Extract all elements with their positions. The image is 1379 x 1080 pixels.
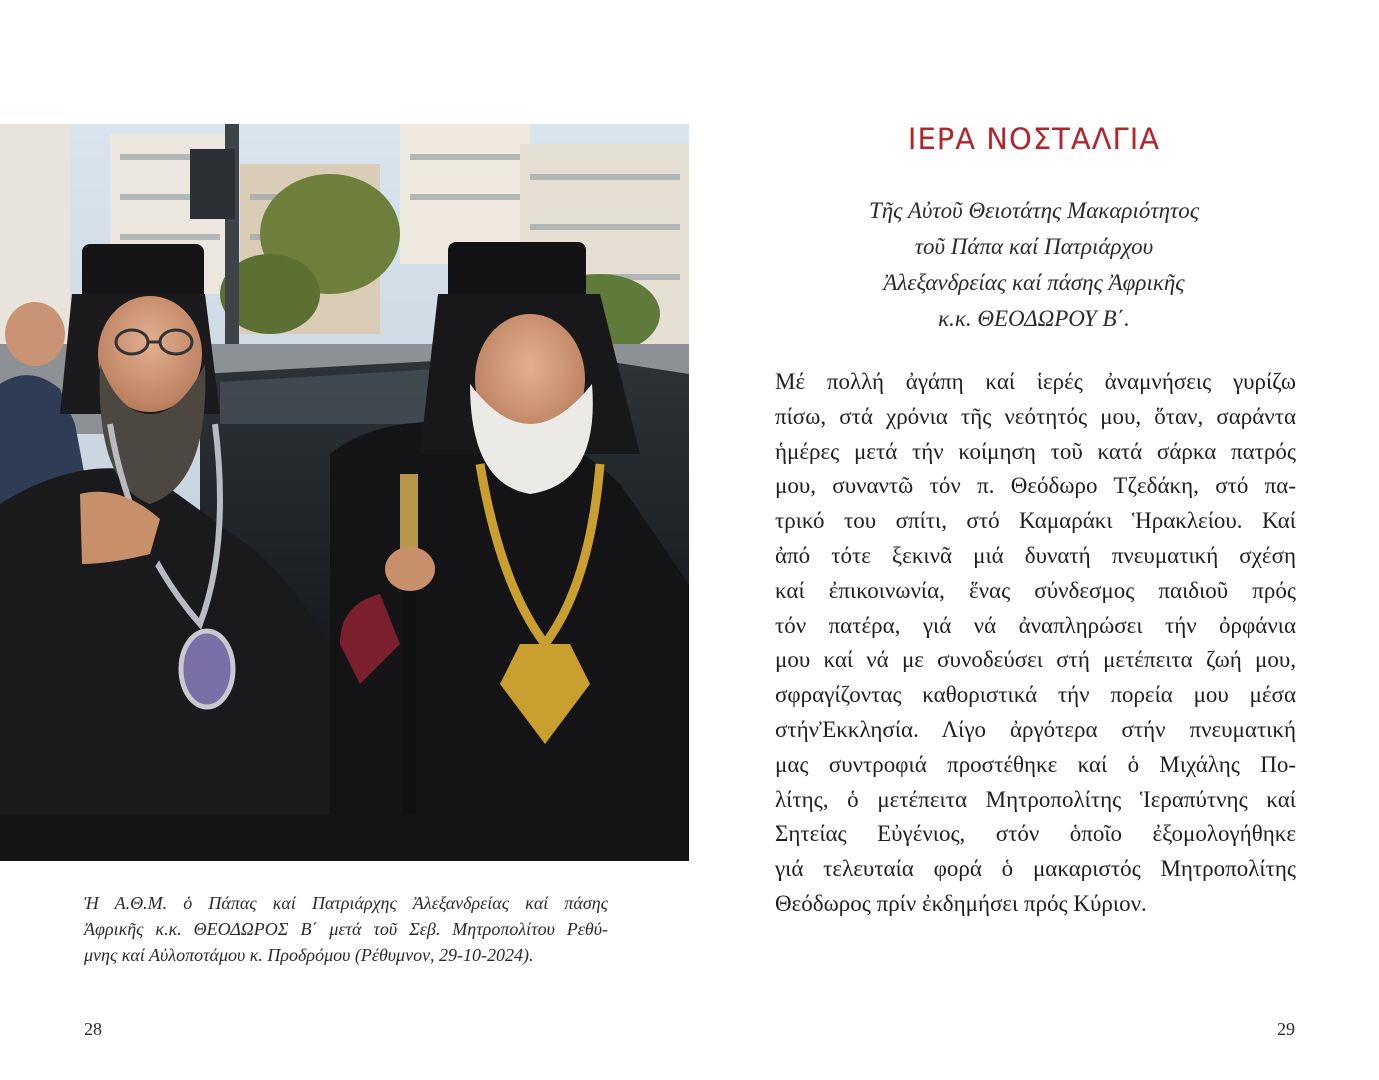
body-line: σφραγίζοντας καθοριστικά τήν πορεία μου μέσα: [775, 682, 1296, 708]
subtitle-line: Τῆς Αὐτοῦ Θειοτάτης Μακαριότητος: [868, 198, 1200, 223]
body-line: Θεόδωρος πρίν ἐκδημήσει πρός Κύριον.: [775, 890, 1147, 916]
body-line: ἡμέρες μετά τήν κοίμηση τοῦ κατά σάρκα πατρός: [775, 438, 1296, 464]
body-line: μου καί νά με συνοδεύσει στή μετέπειτα ζωή μου,: [775, 647, 1296, 673]
body-line: καί ἐπικοινωνία, ἕνας σύνδεσμος παιδιοῦ πρός: [775, 577, 1296, 603]
caption-line: μνης καί Αὐλοποτάμου κ. Προδρόμου (Ρέθυμνον, 29-10-2024).: [84, 945, 534, 965]
photo-caption: [84, 890, 608, 968]
left-page: [0, 0, 689, 1080]
body-line: πίσω, στά χρόνια τῆς νεότητός μου, ὅταν, σαράντα: [775, 403, 1296, 429]
body-line: Μέ πολλή ἀγάπη καί ἱερές ἀναμνήσεις γυρίζω: [775, 369, 1296, 394]
body-paragraph: [775, 365, 1296, 922]
subtitle-line: κ.κ. ΘΕΟΔΩΡΟΥ Β΄.: [938, 306, 1130, 331]
caption-line: Ἡ Α.Θ.Μ. ὁ Πάπας καί Πατριάρχης Ἀλεξανδρείας καί πάσης: [84, 893, 608, 913]
body-line: Σητείας Εὐγένιος, στόν ὁποῖο ἐξομολογήθηκε: [775, 821, 1296, 847]
body-line: στήνἘκκλησία. Λίγο ἀργότερα στήν πνευματική: [775, 716, 1296, 742]
body-line: γιά τελευταία φορά ὁ μακαριστός Μητροπολίτης: [775, 856, 1296, 882]
body-line: ἀπό τότε ξεκινᾶ μιά δυνατή πνευματική σχέση: [775, 542, 1296, 568]
body-line: τρικό του σπίτι, στό Καμαράκι Ἡρακλείου. Καί: [775, 508, 1296, 534]
right-page: [689, 0, 1379, 1080]
body-line: τόν πατέρα, γιά νά ἀναπληρώσει τήν ὀρφάνια: [775, 612, 1296, 638]
subtitle-line: Ἀλεξανδρείας καί πάσης Ἀφρικῆς: [883, 270, 1185, 295]
subtitle-line: τοῦ Πάπα καί Πατριάρχου: [914, 234, 1154, 259]
caption-line: Ἀφρικῆς κ.κ. ΘΕΟΔΩΡΟΣ Β΄ μετά τοῦ Σεβ. Μητροπολίτου Ρεθύ-: [84, 919, 608, 939]
photo-illustration: [0, 124, 689, 861]
page-number: 29: [1277, 1019, 1295, 1039]
body-line: μου, συναντῶ τόν π. Θεόδωρο Τζεδάκη, στό πα-: [775, 473, 1296, 499]
page-number: 28: [84, 1019, 102, 1039]
chapter-title: ΙΕΡΑ ΝΟΣΤΑΛΓΙΑ: [907, 122, 1161, 156]
photograph: [0, 124, 689, 861]
body-line: μας συντροφιά προστέθηκε καί ὁ Μιχάλης Πο-: [775, 751, 1296, 777]
chapter-subtitle: [689, 193, 1379, 337]
body-line: λίτης, ὁ μετέπειτα Μητροπολίτης Ἱεραπύτνης καί: [775, 786, 1296, 812]
